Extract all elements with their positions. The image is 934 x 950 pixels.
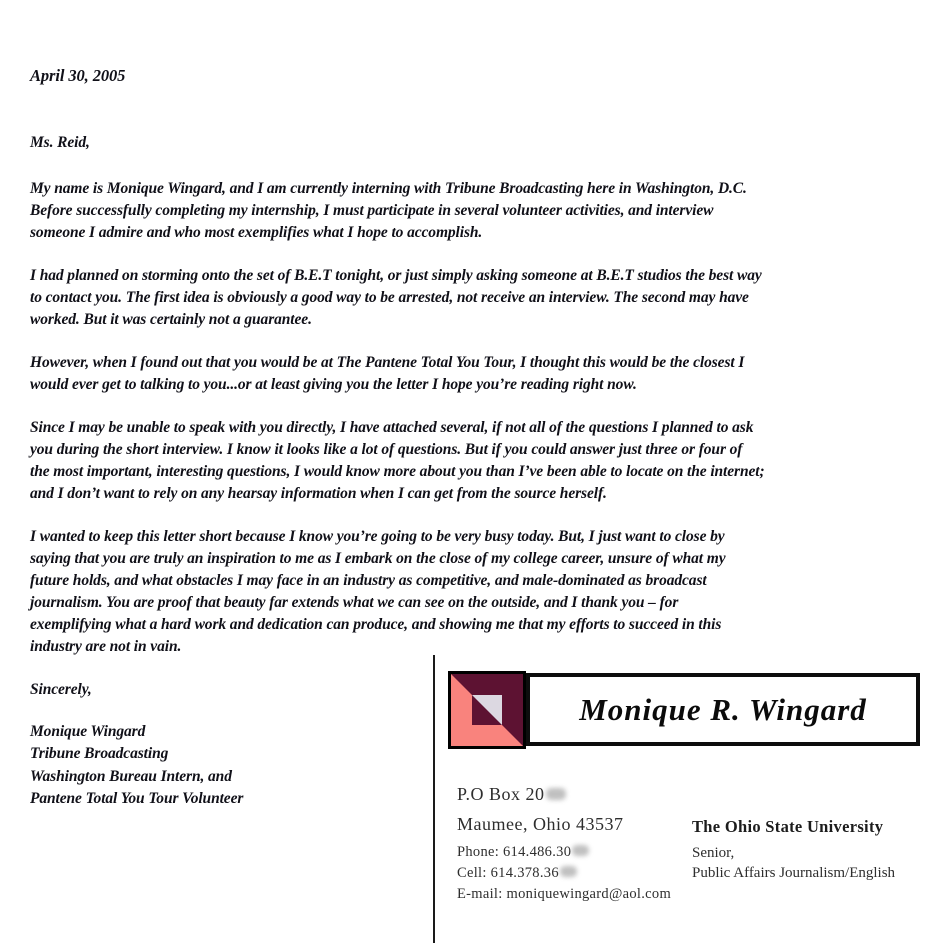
email-line: E-mail: moniquewingard@aol.com: [457, 886, 672, 902]
city-line: Maumee, Ohio 43537: [457, 814, 624, 834]
cell-text: Cell: 614.378.36: [457, 865, 559, 881]
redaction-smudge: [546, 788, 566, 800]
card-logo: [448, 671, 526, 749]
text-line: My name is Monique Wingard, and I am currently interning with Tribune Broadcasting here in Washington, D.C.: [30, 180, 747, 197]
text-line: Tribune Broadcasting: [30, 745, 169, 763]
text-line: exemplifying what a hard work and dedication can produce, and showing me that my efforts to succeed in this: [30, 616, 722, 633]
card-name: Monique R. Wingard: [579, 691, 867, 727]
card-contact-block: [457, 842, 671, 905]
text-line: and I don’t want to rely on any hearsay information when I can get from the source herself.: [30, 485, 607, 502]
text-line: Washington Bureau Intern, and: [30, 767, 232, 785]
major-line: Public Affairs Journalism/English: [692, 865, 896, 881]
letter-paragraph-3: [30, 352, 910, 396]
text-line: you during the short interview. I know it looks like a lot of questions. But if you could answer just three or four of: [30, 441, 743, 458]
text-line: the most important, interesting questions, I would know more about you than I’ve been able to locate on the internet;: [30, 463, 765, 480]
text-line: journalism. You are proof that beauty far extends what we can see on the outside, and I thank you – for: [30, 594, 679, 611]
card-address-block: [457, 779, 623, 839]
po-box-text: P.O Box 20: [457, 784, 545, 804]
letter-date: April 30, 2005: [30, 66, 126, 85]
letter-paragraph-2: [30, 265, 910, 331]
cell-line: [457, 863, 671, 884]
redaction-smudge: [560, 866, 577, 877]
text-line: Since I may be unable to speak with you directly, I have attached several, if not all of the questions I planned to ask: [30, 419, 754, 436]
text-line: I had planned on storming onto the set of B.E.T tonight, or just simply asking someone at B.E.T studios the best way: [30, 267, 762, 284]
redaction-smudge: [572, 845, 589, 856]
text-line: someone I admire and who most exemplifies what I hope to accomplish.: [30, 224, 483, 241]
class-standing: Senior,: [692, 845, 735, 861]
text-line: I wanted to keep this letter short because I know you’re going to be very busy today. But, I just want to close by: [30, 528, 725, 545]
po-box-line: [457, 779, 623, 809]
text-line: industry are not in vain.: [30, 638, 182, 655]
letter-paragraph-5: [30, 526, 910, 658]
text-line: future holds, and what obstacles I may face in an industry as competitive, and male-dominated as broadcast: [30, 572, 707, 589]
card-university-block: [692, 817, 895, 883]
letter-paragraph-1: [30, 178, 910, 244]
university-name: The Ohio State University: [692, 817, 884, 836]
letter-paragraph-4: [30, 417, 910, 505]
text-line: to contact you. The first idea is obviously a good way to be arrested, not receive an interview. The second may have: [30, 289, 749, 306]
text-line: However, when I found out that you would be at The Pantene Total You Tour, I thought this would be the closest I: [30, 354, 745, 371]
phone-line: [457, 842, 671, 863]
card-name-plate: [526, 673, 920, 746]
card-divider-line: [433, 655, 435, 943]
text-line: Before successfully completing my internship, I must participate in several volunteer activities, and interview: [30, 202, 714, 219]
text-line: Pantene Total You Tour Volunteer: [30, 789, 244, 807]
letter-greeting: Ms. Reid,: [30, 134, 90, 151]
text-line: Monique Wingard: [30, 723, 146, 740]
text-line: worked. But it was certainly not a guarantee.: [30, 311, 312, 328]
letter-closing: Sincerely,: [30, 681, 92, 698]
text-line: saying that you are truly an inspiration to me as I embark on the close of my college career, unsure of what my: [30, 550, 726, 567]
phone-text: Phone: 614.486.30: [457, 844, 572, 860]
logo-gray-triangle: [472, 695, 502, 725]
text-line: would ever get to talking to you...or at least giving you the letter I hope you’re reading right now.: [30, 376, 637, 393]
logo-inner-square: [472, 695, 502, 725]
